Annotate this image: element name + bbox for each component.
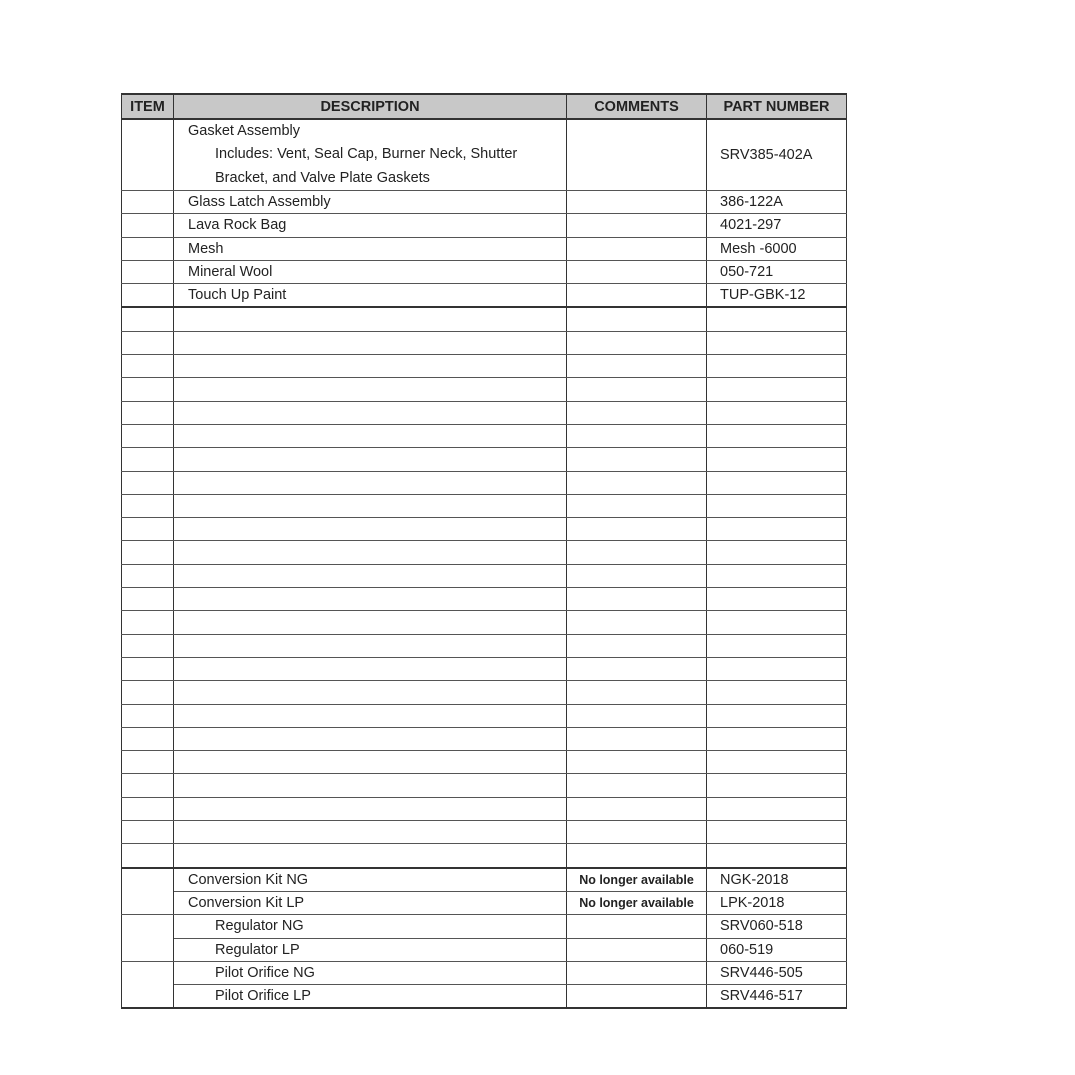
empty-cell	[122, 611, 174, 634]
description-cell: Mesh	[174, 237, 567, 260]
empty-cell	[174, 727, 567, 750]
empty-cell	[707, 727, 847, 750]
empty-cell	[122, 471, 174, 494]
comments-cell	[567, 985, 707, 1009]
empty-cell	[567, 657, 707, 680]
empty-cell	[174, 634, 567, 657]
gasket-includes-line2: Bracket, and Valve Plate Gaskets	[215, 169, 430, 186]
empty-cell	[567, 751, 707, 774]
empty-cell	[122, 727, 174, 750]
empty-cell	[707, 307, 847, 331]
empty-cell	[707, 541, 847, 564]
empty-cell	[122, 564, 174, 587]
part-number-cell: SRV446-505	[707, 961, 847, 984]
item-cell	[122, 237, 174, 260]
empty-cell	[122, 401, 174, 424]
empty-cell	[567, 331, 707, 354]
empty-cell	[122, 307, 174, 331]
part-number-cell: TUP-GBK-12	[707, 284, 847, 308]
empty-cell	[707, 611, 847, 634]
empty-cell	[174, 611, 567, 634]
part-number-cell: LPK-2018	[707, 891, 847, 914]
empty-row	[122, 564, 847, 587]
empty-cell	[174, 331, 567, 354]
empty-cell	[174, 657, 567, 680]
empty-cell	[122, 704, 174, 727]
item-header: ITEM	[122, 94, 174, 119]
empty-cell	[567, 424, 707, 447]
item-cell	[122, 191, 174, 214]
table-row	[122, 119, 847, 191]
empty-cell	[707, 378, 847, 401]
empty-cell	[567, 681, 707, 704]
empty-cell	[174, 518, 567, 541]
empty-rows	[122, 307, 847, 867]
empty-cell	[174, 704, 567, 727]
empty-cell	[707, 355, 847, 378]
empty-cell	[174, 307, 567, 331]
empty-cell	[707, 844, 847, 868]
empty-row	[122, 518, 847, 541]
empty-row	[122, 611, 847, 634]
item-cell	[122, 915, 174, 938]
empty-row	[122, 331, 847, 354]
empty-cell	[707, 564, 847, 587]
table-row	[122, 237, 847, 260]
table-row	[122, 961, 847, 984]
parts-table	[121, 93, 847, 1009]
empty-cell	[707, 774, 847, 797]
empty-cell	[122, 821, 174, 844]
empty-cell	[122, 494, 174, 517]
item-cell	[122, 214, 174, 237]
empty-cell	[122, 518, 174, 541]
comments-cell	[567, 961, 707, 984]
empty-cell	[707, 588, 847, 611]
empty-cell	[567, 588, 707, 611]
comments-cell	[567, 938, 707, 961]
table-row	[122, 260, 847, 283]
empty-cell	[567, 355, 707, 378]
description-cell: Conversion Kit LP	[174, 891, 567, 914]
empty-cell	[567, 494, 707, 517]
item-cell	[122, 284, 174, 308]
empty-cell	[707, 471, 847, 494]
description-cell: Pilot Orifice LP	[174, 985, 567, 1009]
empty-cell	[174, 401, 567, 424]
empty-cell	[174, 424, 567, 447]
table-row	[122, 915, 847, 938]
empty-cell	[567, 448, 707, 471]
table-row	[122, 214, 847, 237]
empty-row	[122, 821, 847, 844]
empty-cell	[707, 634, 847, 657]
empty-cell	[174, 681, 567, 704]
empty-row	[122, 424, 847, 447]
table-row	[122, 985, 847, 1009]
empty-cell	[707, 448, 847, 471]
empty-cell	[567, 727, 707, 750]
empty-cell	[567, 821, 707, 844]
empty-cell	[174, 448, 567, 471]
empty-cell	[707, 401, 847, 424]
comments-cell	[567, 237, 707, 260]
empty-row	[122, 307, 847, 331]
comments-cell	[567, 260, 707, 283]
empty-row	[122, 704, 847, 727]
description-cell: Mineral Wool	[174, 260, 567, 283]
empty-row	[122, 657, 847, 680]
item-cell	[122, 985, 174, 1009]
empty-cell	[174, 494, 567, 517]
empty-cell	[122, 378, 174, 401]
empty-row	[122, 401, 847, 424]
empty-row	[122, 681, 847, 704]
description-cell: Touch Up Paint	[174, 284, 567, 308]
empty-cell	[567, 611, 707, 634]
table-row	[122, 938, 847, 961]
empty-cell	[567, 471, 707, 494]
empty-row	[122, 634, 847, 657]
empty-cell	[707, 681, 847, 704]
part-number-header: PART NUMBER	[707, 94, 847, 119]
empty-cell	[567, 704, 707, 727]
part-number-cell: 4021-297	[707, 214, 847, 237]
part-number-cell: 386-122A	[707, 191, 847, 214]
empty-row	[122, 448, 847, 471]
empty-cell	[174, 797, 567, 820]
empty-cell	[122, 448, 174, 471]
empty-cell	[567, 634, 707, 657]
empty-cell	[567, 378, 707, 401]
item-cell	[122, 868, 174, 892]
empty-cell	[567, 797, 707, 820]
empty-cell	[567, 774, 707, 797]
empty-cell	[122, 355, 174, 378]
description-cell: Pilot Orifice NG	[174, 961, 567, 984]
empty-row	[122, 727, 847, 750]
empty-cell	[174, 471, 567, 494]
item-cell	[122, 938, 174, 961]
empty-cell	[567, 307, 707, 331]
part-number-cell: SRV385-402A	[707, 119, 847, 191]
empty-cell	[174, 751, 567, 774]
comments-cell: No longer available	[567, 891, 707, 914]
empty-row	[122, 471, 847, 494]
empty-row	[122, 844, 847, 868]
item-cell	[122, 961, 174, 984]
table-row	[122, 868, 847, 892]
part-number-cell: NGK-2018	[707, 868, 847, 892]
item-cell	[122, 891, 174, 914]
description-cell: Glass Latch Assembly	[174, 191, 567, 214]
comments-cell	[567, 119, 707, 191]
empty-row	[122, 774, 847, 797]
empty-cell	[707, 797, 847, 820]
empty-cell	[707, 494, 847, 517]
comments-cell: No longer available	[567, 868, 707, 892]
part-number-cell: Mesh -6000	[707, 237, 847, 260]
empty-cell	[122, 657, 174, 680]
empty-cell	[174, 378, 567, 401]
table-row	[122, 891, 847, 914]
table-row	[122, 191, 847, 214]
comments-header: COMMENTS	[567, 94, 707, 119]
empty-cell	[707, 331, 847, 354]
item-cell	[122, 119, 174, 191]
description-cell: Regulator NG	[174, 915, 567, 938]
part-number-cell: 050-721	[707, 260, 847, 283]
empty-row	[122, 797, 847, 820]
empty-cell	[122, 681, 174, 704]
empty-cell	[174, 844, 567, 868]
empty-row	[122, 588, 847, 611]
comments-cell	[567, 191, 707, 214]
empty-cell	[122, 588, 174, 611]
empty-cell	[174, 774, 567, 797]
empty-cell	[174, 541, 567, 564]
empty-cell	[174, 355, 567, 378]
empty-cell	[122, 331, 174, 354]
description-header: DESCRIPTION	[174, 94, 567, 119]
comments-cell	[567, 214, 707, 237]
empty-cell	[567, 564, 707, 587]
empty-cell	[122, 774, 174, 797]
empty-cell	[122, 424, 174, 447]
description-cell: Regulator LP	[174, 938, 567, 961]
empty-cell	[174, 588, 567, 611]
empty-cell	[707, 424, 847, 447]
part-number-cell: 060-519	[707, 938, 847, 961]
empty-cell	[174, 821, 567, 844]
comments-cell	[567, 284, 707, 308]
description-cell: Conversion Kit NG	[174, 868, 567, 892]
header-row	[122, 94, 847, 119]
empty-cell	[567, 401, 707, 424]
part-number-cell: SRV446-517	[707, 985, 847, 1009]
empty-row	[122, 541, 847, 564]
description-cell	[174, 119, 567, 191]
empty-cell	[122, 541, 174, 564]
empty-row	[122, 751, 847, 774]
empty-cell	[122, 634, 174, 657]
empty-row	[122, 494, 847, 517]
item-cell	[122, 260, 174, 283]
empty-row	[122, 378, 847, 401]
empty-cell	[707, 518, 847, 541]
comments-cell	[567, 915, 707, 938]
empty-cell	[122, 797, 174, 820]
part-number-cell: SRV060-518	[707, 915, 847, 938]
empty-cell	[122, 751, 174, 774]
empty-cell	[707, 751, 847, 774]
gasket-title: Gasket Assembly	[188, 123, 301, 140]
empty-cell	[707, 821, 847, 844]
empty-cell	[122, 844, 174, 868]
empty-cell	[707, 657, 847, 680]
empty-cell	[567, 844, 707, 868]
empty-row	[122, 355, 847, 378]
empty-cell	[567, 518, 707, 541]
description-cell: Lava Rock Bag	[174, 214, 567, 237]
empty-cell	[567, 541, 707, 564]
gasket-includes-line1: Includes: Vent, Seal Cap, Burner Neck, Shutter	[215, 146, 518, 163]
empty-cell	[707, 704, 847, 727]
table-row	[122, 284, 847, 308]
empty-cell	[174, 564, 567, 587]
